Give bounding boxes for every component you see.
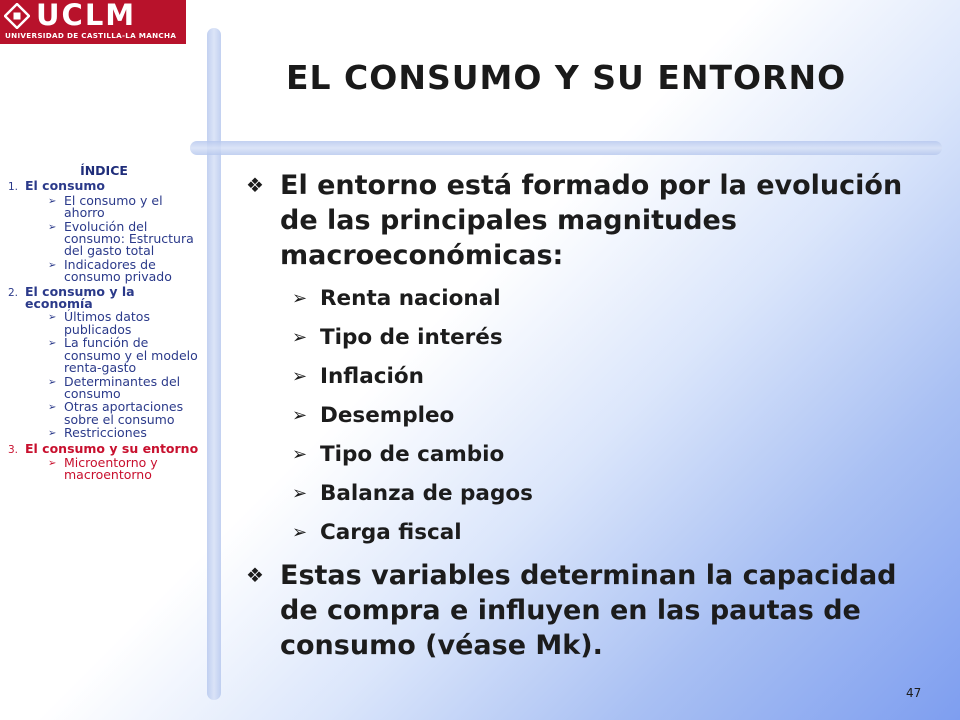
index-section-label[interactable] xyxy=(8,283,200,312)
arrowhead-icon: ➢ xyxy=(48,402,57,414)
main-bullet-1 xyxy=(246,168,936,273)
index-section-number: 1. xyxy=(8,181,19,194)
index-item[interactable] xyxy=(48,427,200,440)
arrowhead-icon: ➢ xyxy=(48,221,57,233)
magnitude-item-label: Renta nacional xyxy=(320,286,501,311)
arrowhead-icon: ➢ xyxy=(292,444,308,465)
index-section-text: El consumo y la economía xyxy=(25,283,135,312)
index-section xyxy=(8,180,200,283)
index-item-label: Últimos datos publicados xyxy=(64,309,150,337)
index-item[interactable] xyxy=(48,192,200,221)
uclm-logo xyxy=(0,0,186,44)
magnitude-item-label: Balanza de pagos xyxy=(320,481,533,506)
index-item-label: Evolución del consumo: Estructura del gasto total xyxy=(64,218,194,259)
index-item[interactable] xyxy=(48,454,200,483)
index-section-text: El consumo xyxy=(25,178,106,194)
magnitude-item-label: Tipo de cambio xyxy=(320,442,505,467)
page-number: 47 xyxy=(906,686,922,700)
arrowhead-icon: ➢ xyxy=(48,259,57,271)
index-item-label: Otras aportaciones sobre el consumo xyxy=(64,399,184,427)
magnitude-item xyxy=(292,318,936,357)
arrowhead-icon: ➢ xyxy=(48,338,57,350)
index-item-label: Indicadores de consumo privado xyxy=(64,256,172,285)
arrowhead-icon: ➢ xyxy=(292,366,308,387)
magnitudes-list xyxy=(292,279,936,552)
index-item[interactable] xyxy=(48,401,200,426)
index-section-text: El consumo y su entorno xyxy=(25,440,199,456)
index-section-label[interactable] xyxy=(8,440,200,456)
arrowhead-icon: ➢ xyxy=(292,483,308,504)
horizontal-decorative-bar xyxy=(190,141,942,155)
magnitude-item xyxy=(292,357,936,396)
index-item-label: La función de consumo y el modelo renta-gasto xyxy=(64,335,198,376)
main-bullet-2-text: Estas variables determinan la capacidad de compra e influyen en las pautas de consumo (véase Mk). xyxy=(280,560,897,661)
index-section-label[interactable] xyxy=(8,180,200,193)
magnitude-item xyxy=(292,435,936,474)
main-bullet-1-text: El entorno está formado por la evolución de las principales magnitudes macroeconómicas: xyxy=(280,170,903,271)
magnitude-item-label: Carga fiscal xyxy=(320,520,462,545)
index-item-label: Microentorno y macroentorno xyxy=(64,454,158,483)
diamond-bullet-icon: ❖ xyxy=(246,563,264,587)
magnitude-item xyxy=(292,513,936,552)
index-item[interactable] xyxy=(48,337,200,374)
index-item[interactable] xyxy=(48,218,200,259)
logo-subtitle: UNIVERSIDAD DE CASTILLA-LA MANCHA xyxy=(5,31,177,40)
main-bullet-2 xyxy=(246,558,936,663)
slide-title: EL CONSUMO Y SU ENTORNO xyxy=(286,58,847,97)
index-heading: ÍNDICE xyxy=(80,163,128,178)
arrowhead-icon: ➢ xyxy=(292,288,308,309)
arrowhead-icon: ➢ xyxy=(48,376,57,388)
arrowhead-icon: ➢ xyxy=(48,457,57,469)
arrowhead-icon: ➢ xyxy=(48,312,57,324)
magnitude-item xyxy=(292,279,936,318)
magnitude-item-label: Tipo de interés xyxy=(320,325,503,350)
main-content xyxy=(246,168,936,663)
vertical-decorative-bar xyxy=(207,28,221,700)
index-item-label: Determinantes del consumo xyxy=(64,373,181,401)
index-item[interactable] xyxy=(48,311,200,336)
index-section xyxy=(8,440,200,483)
arrowhead-icon: ➢ xyxy=(292,327,308,348)
index-sidebar xyxy=(8,165,200,482)
magnitude-item xyxy=(292,396,936,435)
arrowhead-icon: ➢ xyxy=(48,195,57,207)
index-section xyxy=(8,283,200,441)
index-section-number: 2. xyxy=(8,286,19,299)
magnitude-item xyxy=(292,474,936,513)
arrowhead-icon: ➢ xyxy=(292,405,308,426)
arrowhead-icon: ➢ xyxy=(292,522,308,543)
index-item-label: El consumo y el ahorro xyxy=(64,192,163,221)
logo-wordmark: UCLM xyxy=(36,0,137,32)
arrowhead-icon: ➢ xyxy=(48,428,57,440)
diamond-bullet-icon: ❖ xyxy=(246,173,264,197)
index-item-label: Restricciones xyxy=(64,425,147,441)
magnitude-item-label: Desempleo xyxy=(320,403,455,428)
index-item[interactable] xyxy=(48,256,200,285)
magnitude-item-label: Inflación xyxy=(320,364,424,389)
castle-emblem-icon xyxy=(4,3,30,29)
index-item[interactable] xyxy=(48,373,200,401)
index-section-number: 3. xyxy=(8,443,19,456)
